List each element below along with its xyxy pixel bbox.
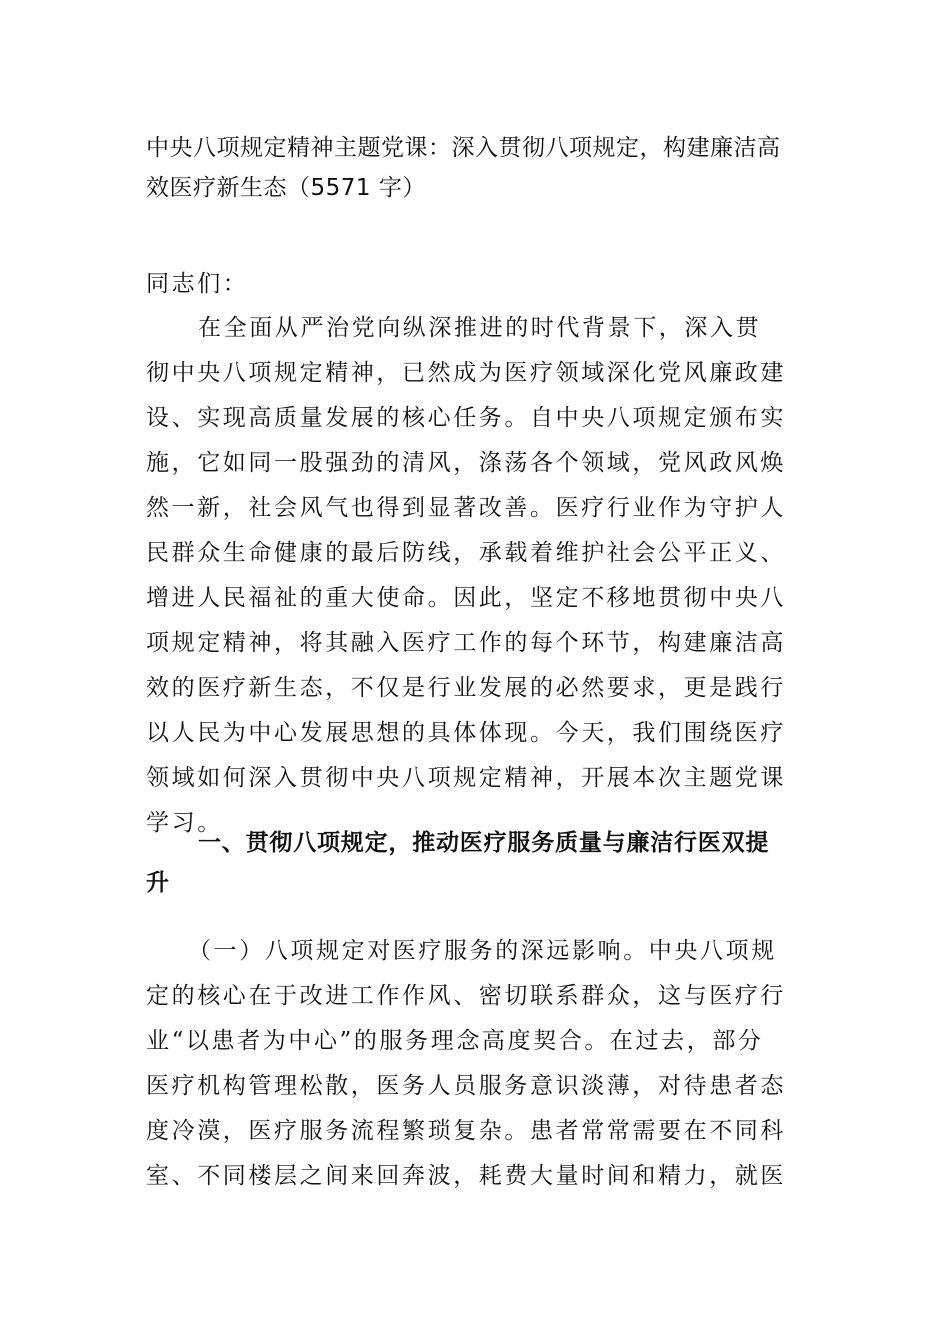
paragraph-section-1-1: （一）八项规定对医疗服务的深远影响。中央八项规定的核心在于改进工作作风、密切联系群众，这与医疗行业“以患者为中心”的服务理念高度契合。在过去，部分医疗机构管理松散，医务人员服务意识淡薄，对待患者态度冷漠，医疗服务流程繁琐复杂。患者常常需要在不同科室、不同楼层之间来回奔波，耗费大量时间和精力，就医 — [146, 938, 786, 1189]
paragraph-intro: 在全面从严治党向纵深推进的时代背景下，深入贯彻中央八项规定精神，已然成为医疗领域深化党风廉政建设、实现高质量发展的核心任务。自中央八项规定颁布实施，它如同一股强劲的清风，涤荡各个领域，党风政风焕然一新，社会风气也得到显著改善。医疗行业作为守护人民群众生命健康的最后防线，承载着维护社会公平正义、增进人民福祉的重大使命。因此，坚定不移地贯彻中央八项规定精神，将其融入医疗工作的每个环节，构建廉洁高效的医疗新生态，不仅是行业发展的必然要求，更是践行以人民为中心发展思想的具体体现。今天，我们围绕医疗领域如何深入贯彻中央八项规定精神，开展本次主题党课学习。 — [146, 315, 786, 836]
salutation: 同志们： — [146, 271, 249, 297]
document-title: 中央八项规定精神主题党课：深入贯彻八项规定，构建廉洁高效医疗新生态（5571 字） — [146, 135, 781, 201]
section-heading-1: 一、贯彻八项规定，推动医疗服务质量与廉洁行医双提升 — [146, 830, 770, 896]
